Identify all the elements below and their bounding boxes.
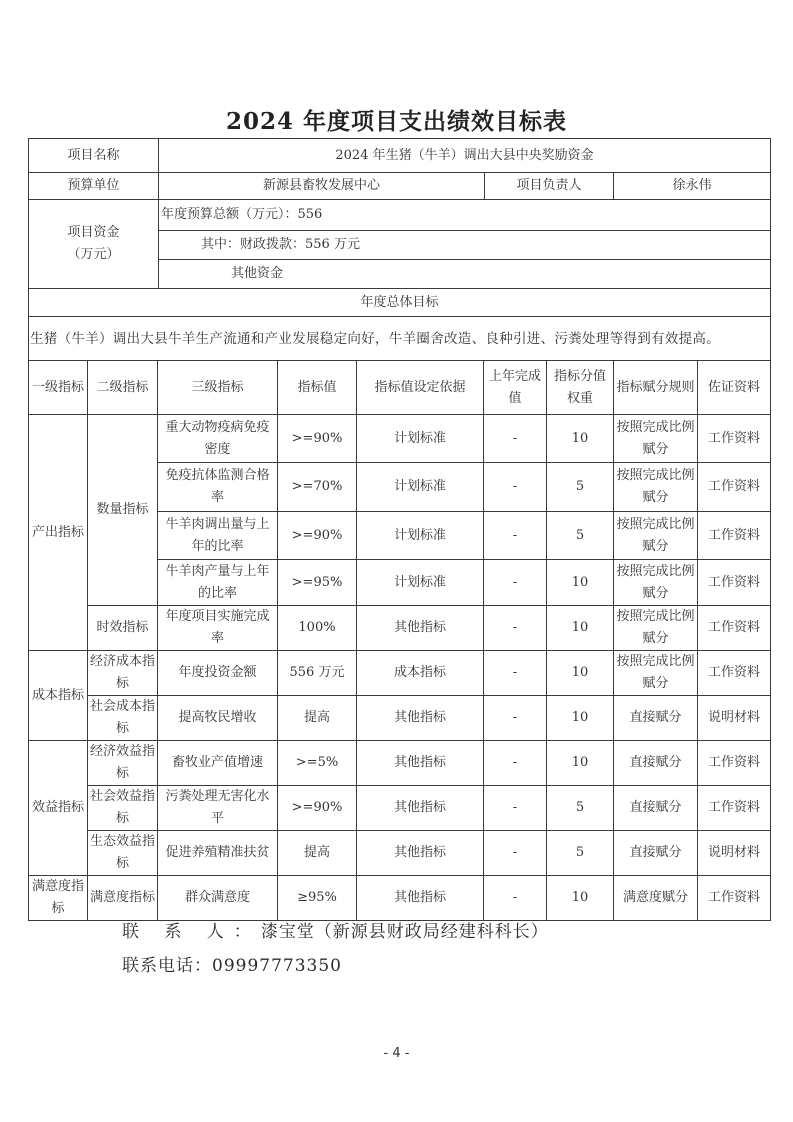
header-weight: 指标分值权重 (547, 361, 614, 415)
indicator-rule: 满意度赋分 (614, 876, 698, 921)
indicator-weight: 10 (547, 560, 614, 606)
indicator-evidence: 工作资料 (698, 415, 771, 463)
indicators-header-row (29, 361, 771, 415)
goal-header: 年度总体目标 (29, 289, 771, 317)
indicator-evidence: 工作资料 (698, 512, 771, 560)
table-row (29, 876, 771, 921)
level2-economic-cost: 经济成本指标 (88, 651, 158, 696)
indicator-name: 提高牧民增收 (158, 696, 278, 741)
table-row (29, 696, 771, 741)
indicator-evidence: 说明材料 (698, 696, 771, 741)
indicator-evidence: 工作资料 (698, 651, 771, 696)
indicator-evidence: 说明材料 (698, 831, 771, 876)
indicator-evidence: 工作资料 (698, 786, 771, 831)
indicator-basis: 计划标准 (357, 463, 484, 512)
manager-label: 项目负责人 (485, 173, 614, 200)
indicator-basis: 计划标准 (357, 512, 484, 560)
indicator-name: 牛羊肉产量与上年的比率 (158, 560, 278, 606)
level2-ecological-benefit: 生态效益指标 (88, 831, 158, 876)
indicator-last-year: - (484, 651, 547, 696)
indicator-evidence: 工作资料 (698, 560, 771, 606)
header-level1: 一级指标 (29, 361, 88, 415)
indicator-last-year: - (484, 741, 547, 786)
indicator-last-year: - (484, 560, 547, 606)
level1-benefit: 效益指标 (29, 741, 88, 876)
indicator-value: 100% (278, 606, 357, 651)
table-row (29, 651, 771, 696)
level1-cost: 成本指标 (29, 651, 88, 741)
table-row (29, 415, 771, 463)
contact-person-line (122, 917, 549, 942)
funds-label (29, 200, 159, 289)
header-level2: 二级指标 (88, 361, 158, 415)
indicator-last-year: - (484, 696, 547, 741)
funds-fiscal: 其中：财政拨款：556 万元 (159, 231, 771, 260)
goal-header-row (29, 289, 771, 317)
header-basis: 指标值设定依据 (357, 361, 484, 415)
indicator-basis: 其他指标 (357, 876, 484, 921)
indicator-value: 提高 (278, 696, 357, 741)
indicator-value: >=90% (278, 512, 357, 560)
level2-economic-benefit: 经济效益指标 (88, 741, 158, 786)
indicator-name: 污粪处理无害化水平 (158, 786, 278, 831)
indicator-weight: 10 (547, 415, 614, 463)
indicator-value: 556 万元 (278, 651, 357, 696)
indicator-name: 群众满意度 (158, 876, 278, 921)
indicator-weight: 5 (547, 786, 614, 831)
indicator-weight: 5 (547, 831, 614, 876)
goal-text: 生猪（牛羊）调出大县牛羊生产流通和产业发展稳定向好，牛羊圈舍改造、良种引进、污粪处理等得到有效提高。 (29, 317, 771, 361)
header-evidence: 佐证资料 (698, 361, 771, 415)
funds-total: 年度预算总额（万元）：556 (159, 200, 771, 231)
indicator-basis: 其他指标 (357, 741, 484, 786)
document-title: 2024 年度项目支出绩效目标表 (225, 108, 568, 135)
indicator-basis: 其他指标 (357, 831, 484, 876)
level1-satisfaction: 满意度指标 (29, 876, 88, 921)
indicator-name: 促进养殖精准扶贫 (158, 831, 278, 876)
indicator-value: >=90% (278, 415, 357, 463)
indicator-value: >=70% (278, 463, 357, 512)
indicator-basis: 计划标准 (357, 415, 484, 463)
indicator-rule: 按照完成比例赋分 (614, 560, 698, 606)
budget-unit-row (29, 173, 771, 200)
indicator-weight: 10 (547, 741, 614, 786)
indicator-last-year: - (484, 463, 547, 512)
indicators-table (28, 360, 771, 921)
table-row (29, 786, 771, 831)
indicator-rule: 按照完成比例赋分 (614, 651, 698, 696)
indicator-last-year: - (484, 876, 547, 921)
indicator-rule: 直接赋分 (614, 696, 698, 741)
indicator-name: 牛羊肉调出量与上年的比率 (158, 512, 278, 560)
indicator-rule: 按照完成比例赋分 (614, 415, 698, 463)
indicator-name: 年度项目实施完成率 (158, 606, 278, 651)
header-level3: 三级指标 (158, 361, 278, 415)
budget-unit-value: 新源县畜牧发展中心 (159, 173, 485, 200)
header-last-year: 上年完成值 (484, 361, 547, 415)
header-rule: 指标赋分规则 (614, 361, 698, 415)
indicator-rule: 按照完成比例赋分 (614, 606, 698, 651)
contact-person-label: 联 系 人： (122, 922, 261, 942)
level2-timeliness: 时效指标 (88, 606, 158, 651)
indicator-basis: 其他指标 (357, 696, 484, 741)
indicator-value: ≥95% (278, 876, 357, 921)
indicator-weight: 10 (547, 606, 614, 651)
contact-phone: 09997773350 (212, 956, 342, 976)
indicator-weight: 5 (547, 463, 614, 512)
indicator-evidence: 工作资料 (698, 463, 771, 512)
indicator-name: 畜牧业产值增速 (158, 741, 278, 786)
indicator-evidence: 工作资料 (698, 876, 771, 921)
level1-output: 产出指标 (29, 415, 88, 651)
indicator-name: 重大动物疫病免疫密度 (158, 415, 278, 463)
indicator-value: 提高 (278, 831, 357, 876)
level2-social-benefit: 社会效益指标 (88, 786, 158, 831)
funds-label-line2: （万元） (67, 247, 120, 262)
table-row (29, 831, 771, 876)
indicator-last-year: - (484, 415, 547, 463)
indicator-value: >=5% (278, 741, 357, 786)
indicator-value: >=95% (278, 560, 357, 606)
project-info-table (28, 138, 771, 361)
project-name-value: 2024 年生猪（牛羊）调出大县中央奖励资金 (159, 139, 771, 173)
indicator-last-year: - (484, 786, 547, 831)
indicator-last-year: - (484, 512, 547, 560)
budget-unit-label: 预算单位 (29, 173, 159, 200)
page-number: - 4 - (383, 1046, 410, 1061)
contact-phone-label: 联系电话： (122, 956, 212, 976)
indicator-basis: 其他指标 (357, 786, 484, 831)
level2-satisfaction: 满意度指标 (88, 876, 158, 921)
indicator-name: 免疫抗体监测合格率 (158, 463, 278, 512)
contact-person: 漆宝堂（新源县财政局经建科科长） (260, 922, 549, 942)
indicator-rule: 直接赋分 (614, 741, 698, 786)
indicator-last-year: - (484, 831, 547, 876)
indicator-evidence: 工作资料 (698, 606, 771, 651)
contact-phone-line (122, 951, 342, 976)
indicator-weight: 5 (547, 512, 614, 560)
indicator-basis: 计划标准 (357, 560, 484, 606)
indicator-last-year: - (484, 606, 547, 651)
goal-text-row (29, 317, 771, 361)
funds-label-line1: 项目资金 (67, 225, 120, 240)
level2-quantity: 数量指标 (88, 415, 158, 606)
level2-social-cost: 社会成本指标 (88, 696, 158, 741)
indicator-value: >=90% (278, 786, 357, 831)
indicator-rule: 按照完成比例赋分 (614, 512, 698, 560)
indicator-rule: 直接赋分 (614, 831, 698, 876)
manager-value: 徐永伟 (614, 173, 771, 200)
project-name-row (29, 139, 771, 173)
funds-total-row (29, 200, 771, 231)
indicator-rule: 按照完成比例赋分 (614, 463, 698, 512)
indicator-weight: 10 (547, 876, 614, 921)
indicator-weight: 10 (547, 651, 614, 696)
funds-other: 其他资金 (159, 260, 771, 289)
indicator-basis: 成本指标 (357, 651, 484, 696)
table-row (29, 606, 771, 651)
indicator-weight: 10 (547, 696, 614, 741)
table-row (29, 741, 771, 786)
indicator-evidence: 工作资料 (698, 741, 771, 786)
indicator-basis: 其他指标 (357, 606, 484, 651)
indicator-name: 年度投资金额 (158, 651, 278, 696)
header-value: 指标值 (278, 361, 357, 415)
indicator-rule: 直接赋分 (614, 786, 698, 831)
project-name-label: 项目名称 (29, 139, 159, 173)
